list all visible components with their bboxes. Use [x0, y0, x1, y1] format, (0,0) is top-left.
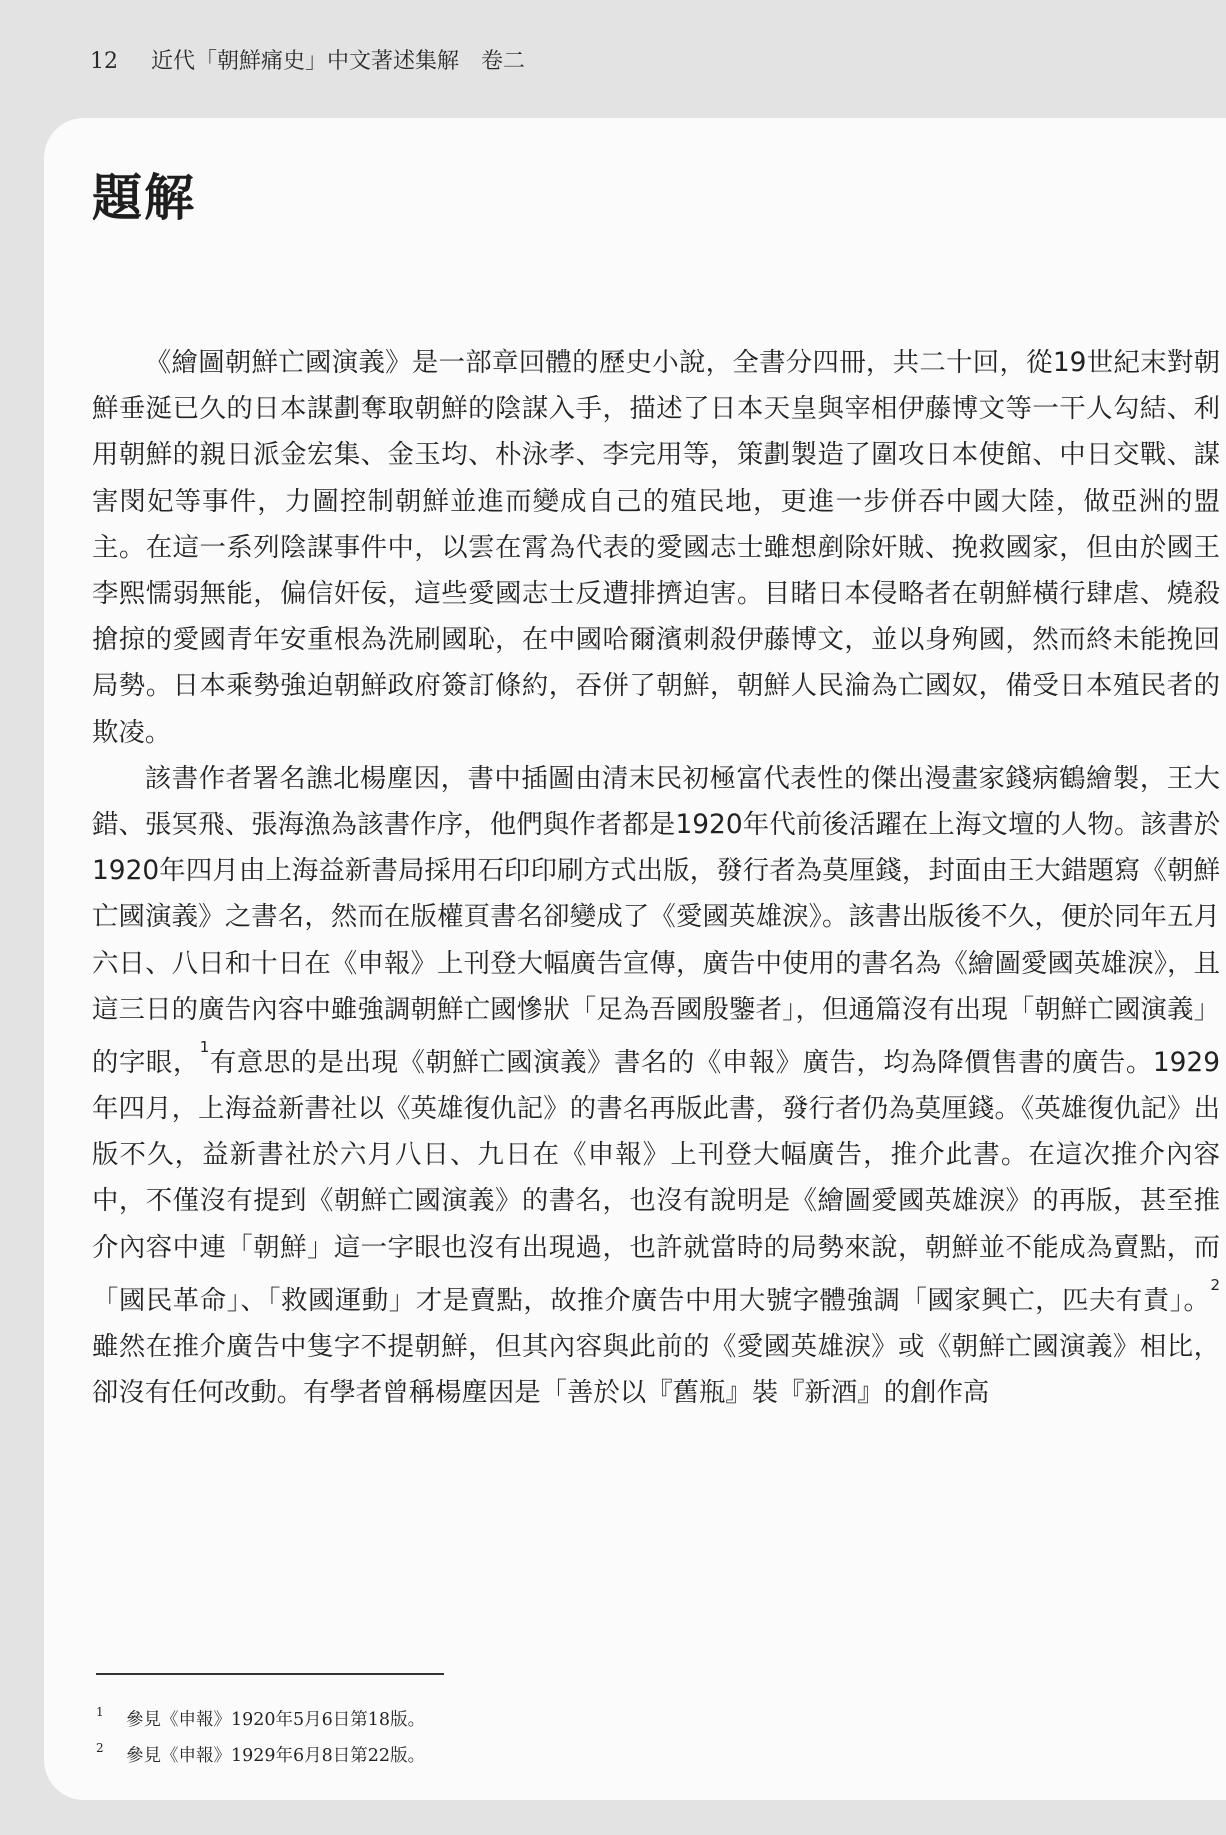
book-title: 近代「朝鮮痛史」中文著述集解 卷二 — [151, 49, 526, 74]
footnote-number: 1 — [96, 1705, 104, 1719]
footnote-text: 參見《申報》1929年6月8日第22版。 — [126, 1746, 426, 1766]
footnote — [96, 1738, 425, 1774]
footnote-text: 參見《申報》1920年5月6日第18版。 — [126, 1710, 426, 1730]
footnote-separator — [96, 1673, 444, 1675]
page-number: 12 — [90, 49, 118, 74]
paragraph-text: 該書作者署名譙北楊塵因，書中插圖由清末民初極富代表性的傑出漫畫家錢病鶴繪製，王大錯、張冥飛、張海漁為該書作序，他們與作者都是1920年代前後活躍在上海文壇的人物。該書於1920年四月由上海益新書局採用石印印刷方式出版，發行者為莫厘錢，封面由王大錯題寫《朝鮮亡國演義》之書名，然而在版權頁書名卻變成了《愛國英雄淚》。該書出版後不久，便於同年五月六日、八日和十日在《申報》上刊登大幅廣告宣傳，廣告中使用的書名為《繪圖愛國英雄淚》，且這三日的廣告內容中雖強調朝鮮亡國慘狀「足為吾國殷鑒者」，但通篇沒有出現「朝鮮亡國演義」的字眼， — [92, 762, 1220, 1078]
section-title: 題解 — [92, 168, 196, 227]
paragraph-text: 有意思的是出現《朝鮮亡國演義》書名的《申報》廣告，均為降價售書的廣告。1929年四月，上海益新書社以《英雄復仇記》的書名再版此書，發行者仍為莫厘錢。《英雄復仇記》出版不久，益新書社於六月八日、九日在《申報》上刊登大幅廣告，推介此書。在這次推介內容中，不僅沒有提到《朝鮮亡國演義》的書名，也沒有說明是《繪圖愛國英雄淚》的再版，甚至推介內容中連「朝鮮」這一字眼也沒有出現過，也許就當時的局勢來說，朝鮮並不能成為賣點，而「國民革命」、「救國運動」才是賣點，故推介廣告中用大號字體強調「國家興亡，匹夫有責」。 — [92, 1046, 1221, 1316]
paragraph: 《繪圖朝鮮亡國演義》是一部章回體的歷史小說，全書分四冊，共二十回，從19世紀末對朝鮮垂涎已久的日本謀劃奪取朝鮮的陰謀入手，描述了日本天皇與宰相伊藤博文等一干人勾結、利用朝鮮的親日派金宏集、金玉均、朴泳孝、李完用等，策劃製造了圍攻日本使館、中日交戰、謀害閔妃等事件，力圖控制朝鮮並進而變成自己的殖民地，更進一步併吞中國大陸，做亞洲的盟主。在這一系列陰謀事件中，以雲在霄為代表的愛國志士雖想剷除奸賊、挽救國家，但由於國王李熙懦弱無能，偏信奸佞，這些愛國志士反遭排擠迫害。目睹日本侵略者在朝鮮橫行肆虐、燒殺搶掠的愛國青年安重根為洗刷國恥，在中國哈爾濱刺殺伊藤博文，並以身殉國，然而終未能挽回局勢。日本乘勢強迫朝鮮政府簽訂條約，吞併了朝鮮，朝鮮人民淪為亡國奴，備受日本殖民者的欺凌。 — [92, 347, 1220, 748]
footnotes — [96, 1702, 425, 1774]
running-head — [90, 44, 525, 75]
footnote-ref[interactable]: 1 — [199, 1038, 210, 1057]
footnote — [96, 1702, 425, 1738]
page-sheet — [44, 118, 1226, 1800]
footnote-ref[interactable]: 2 — [1210, 1275, 1220, 1294]
paragraph-text: 雖然在推介廣告中隻字不提朝鮮，但其內容與此前的《愛國英雄淚》或《朝鮮亡國演義》相比，卻沒有任何改動。有學者曾稱楊塵因是「善於以『舊瓶』裝『新酒』的創作高 — [92, 1330, 1220, 1409]
paragraph — [92, 756, 1220, 1416]
footnote-number: 2 — [96, 1741, 104, 1755]
body-text — [92, 340, 1220, 1416]
